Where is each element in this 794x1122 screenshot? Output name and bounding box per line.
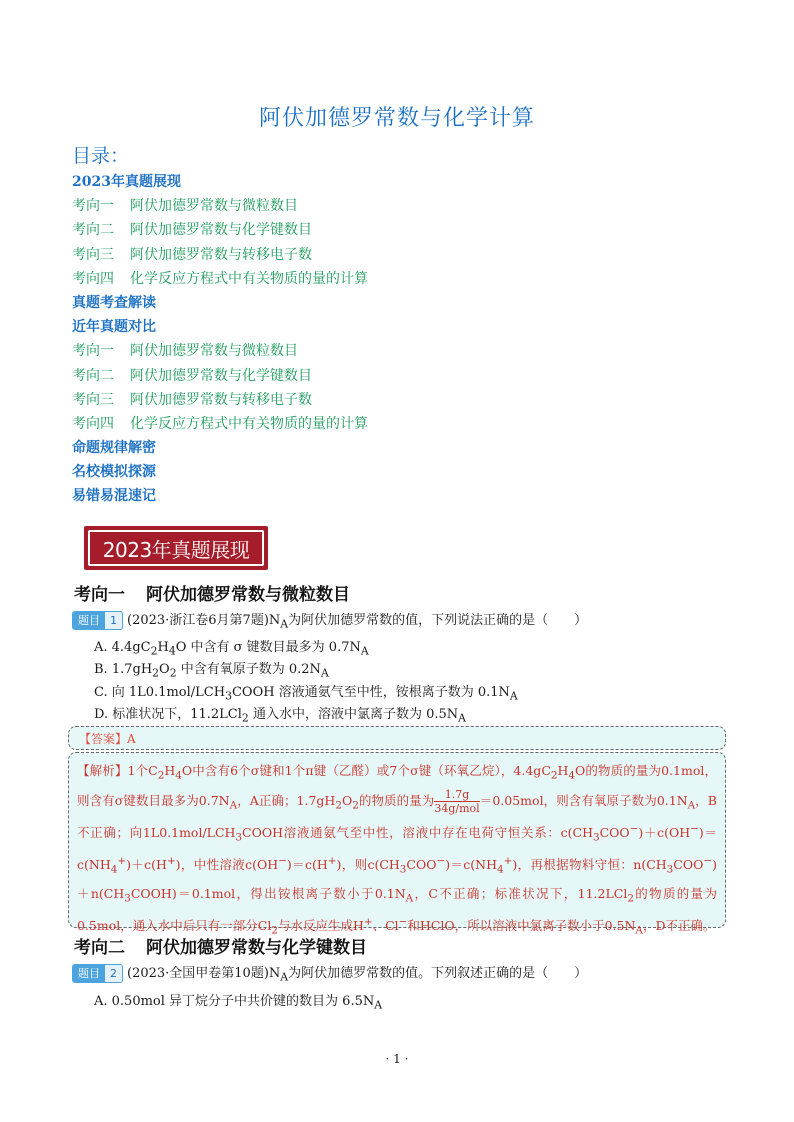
toc-item-key: 考向三: [72, 246, 114, 263]
page-number: · 1 ·: [385, 1052, 409, 1066]
question-1-option-a: A. $4.4gC_2H_4O$ 中含有 σ 键数目最多为 $0.7N_A$: [94, 640, 369, 658]
toc-item-key: 考向二: [72, 367, 114, 384]
question-1-option-d: D. 标准状况下，11.2LCl$_2$ 通入水中，溶液中氯离子数为 $0.5N_A$: [94, 707, 466, 725]
question-tag: [72, 611, 123, 630]
question-tag-label: 题目: [73, 965, 105, 982]
answer-text: 【答案】A: [79, 732, 136, 746]
toc-item[interactable]: [72, 436, 368, 460]
question-tag-label: 题目: [73, 612, 105, 629]
toc-item-label: 名校模拟探源: [72, 464, 156, 481]
toc-item-label: 真题考查解读: [72, 294, 156, 311]
toc-item[interactable]: [72, 194, 368, 218]
toc-item-label: 易错易混速记: [72, 488, 156, 505]
toc-heading: 目录：: [72, 145, 130, 167]
toc-item-label: 阿伏加德罗常数与化学键数目: [130, 367, 312, 384]
toc-item-label: 化学反应方程式中有关物质的量的计算: [130, 270, 368, 287]
toc-item-label: 阿伏加德罗常数与化学键数目: [130, 222, 312, 239]
toc-item-key: 考向四: [72, 270, 114, 287]
toc-item-label: 阿伏加德罗常数与微粒数目: [130, 343, 298, 360]
banner-frame: [88, 530, 264, 566]
question-1-option-c: C. 向 $1L0.1mol/LCH_3COOH$ 溶液通氨气至中性，铵根离子数为 $0.1N_A$: [94, 685, 518, 703]
answer-box: [68, 726, 726, 750]
toc-item[interactable]: [72, 315, 368, 339]
toc-item[interactable]: [72, 412, 368, 436]
toc-item[interactable]: [72, 170, 368, 194]
toc-item[interactable]: [72, 484, 368, 508]
toc-item[interactable]: [72, 460, 368, 484]
question-text: (2023·浙江卷6月第7题)$N_A$为阿伏加德罗常数的值，下列说法正确的是（ ）: [127, 613, 588, 631]
toc-item-label: 阿伏加德罗常数与转移电子数: [130, 246, 312, 263]
toc-item-key: 考向一: [72, 198, 114, 215]
section-heading-2: [74, 933, 367, 958]
toc-item-key: 考向四: [72, 415, 114, 432]
toc-item-key: 考向一: [72, 343, 114, 360]
toc-item-key: 考向二: [72, 222, 114, 239]
toc-item-label: 近年真题对比: [72, 319, 156, 336]
section-title: 阿伏加德罗常数与化学键数目: [146, 938, 367, 958]
page-title: 阿伏加德罗常数与化学计算: [258, 106, 535, 131]
explanation-text: 【解析】1个$C_2H_4O$中含有6个σ键和1个π键（乙醛）或7个σ键（环氧乙烷），$4.4gC_2H_4O$的物质的量为0.1mol，则含有σ键数目最多为$0.7N_A$，A正确；$1.7gH_2O_2$的物质的量为 $\frac{1.7g}{\text{34g/mol}}=0.05mol$，则含有氧原子数为$0.1N_A$，B不正确；向$1L0.1mol/LCH_3COOH$溶液通氨气至中性，溶液中存在电荷守恒关系：$c(CH_3COO^-)+c(OH^-)=c(NH_4^+)+c(H^+)$，中性溶液c(OH−)＝c(H+)，则$c(CH_3COO^-)=c(NH_4^+)$，再根据物料守恒：$n(CH_3COO^-)+n(CH_3COOH)=0.1mol$，得出铵根离子数小于$0.1N_A$，C不正确；标准状况下，11.2LCl$_2$的物质的量为0.5mol，通入水中后只有一部分$Cl_2$与水反应生成H+、Cl−和HClO，所以溶液中氯离子数小于$0.5N_A$，D不正确。: [77, 763, 717, 937]
question-1-stem: [72, 609, 587, 631]
section-banner: [84, 526, 268, 570]
toc-item-label: 命题规律解密: [72, 440, 156, 457]
toc-item[interactable]: [72, 267, 368, 291]
question-2-stem: [72, 962, 587, 984]
question-tag: [72, 964, 123, 983]
toc-item[interactable]: [72, 243, 368, 267]
toc-item-label: 2023年真题展现: [72, 174, 181, 190]
question-tag-number: 2: [105, 965, 122, 982]
toc-item[interactable]: [72, 291, 368, 315]
toc-item[interactable]: [72, 339, 368, 363]
toc-item[interactable]: [72, 388, 368, 412]
question-1-option-b: B. $1.7gH_2O_2$ 中含有氧原子数为 $0.2N_A$: [94, 662, 329, 680]
section-title: 阿伏加德罗常数与微粒数目: [146, 585, 350, 605]
section-key: 考向二: [74, 938, 125, 958]
toc-item[interactable]: [72, 364, 368, 388]
question-tag-number: 1: [105, 612, 122, 629]
section-heading-1: [74, 580, 350, 605]
question-text: (2023·全国甲卷第10题)$N_A$为阿伏加德罗常数的值。下列叙述正确的是（ ）: [127, 966, 588, 984]
toc-item-label: 阿伏加德罗常数与转移电子数: [130, 391, 312, 408]
toc-item-label: 阿伏加德罗常数与微粒数目: [130, 198, 298, 215]
toc-item-key: 考向三: [72, 391, 114, 408]
toc-item[interactable]: [72, 218, 368, 242]
banner-text: 2023年真题展现: [102, 537, 250, 562]
table-of-contents: [72, 170, 368, 509]
toc-item-label: 化学反应方程式中有关物质的量的计算: [130, 415, 368, 432]
explanation-box: [68, 752, 726, 937]
section-key: 考向一: [74, 585, 125, 605]
question-2-option-a: A. 0.50mol 异丁烷分子中共价键的数目为 $6.5N_A$: [94, 994, 383, 1012]
